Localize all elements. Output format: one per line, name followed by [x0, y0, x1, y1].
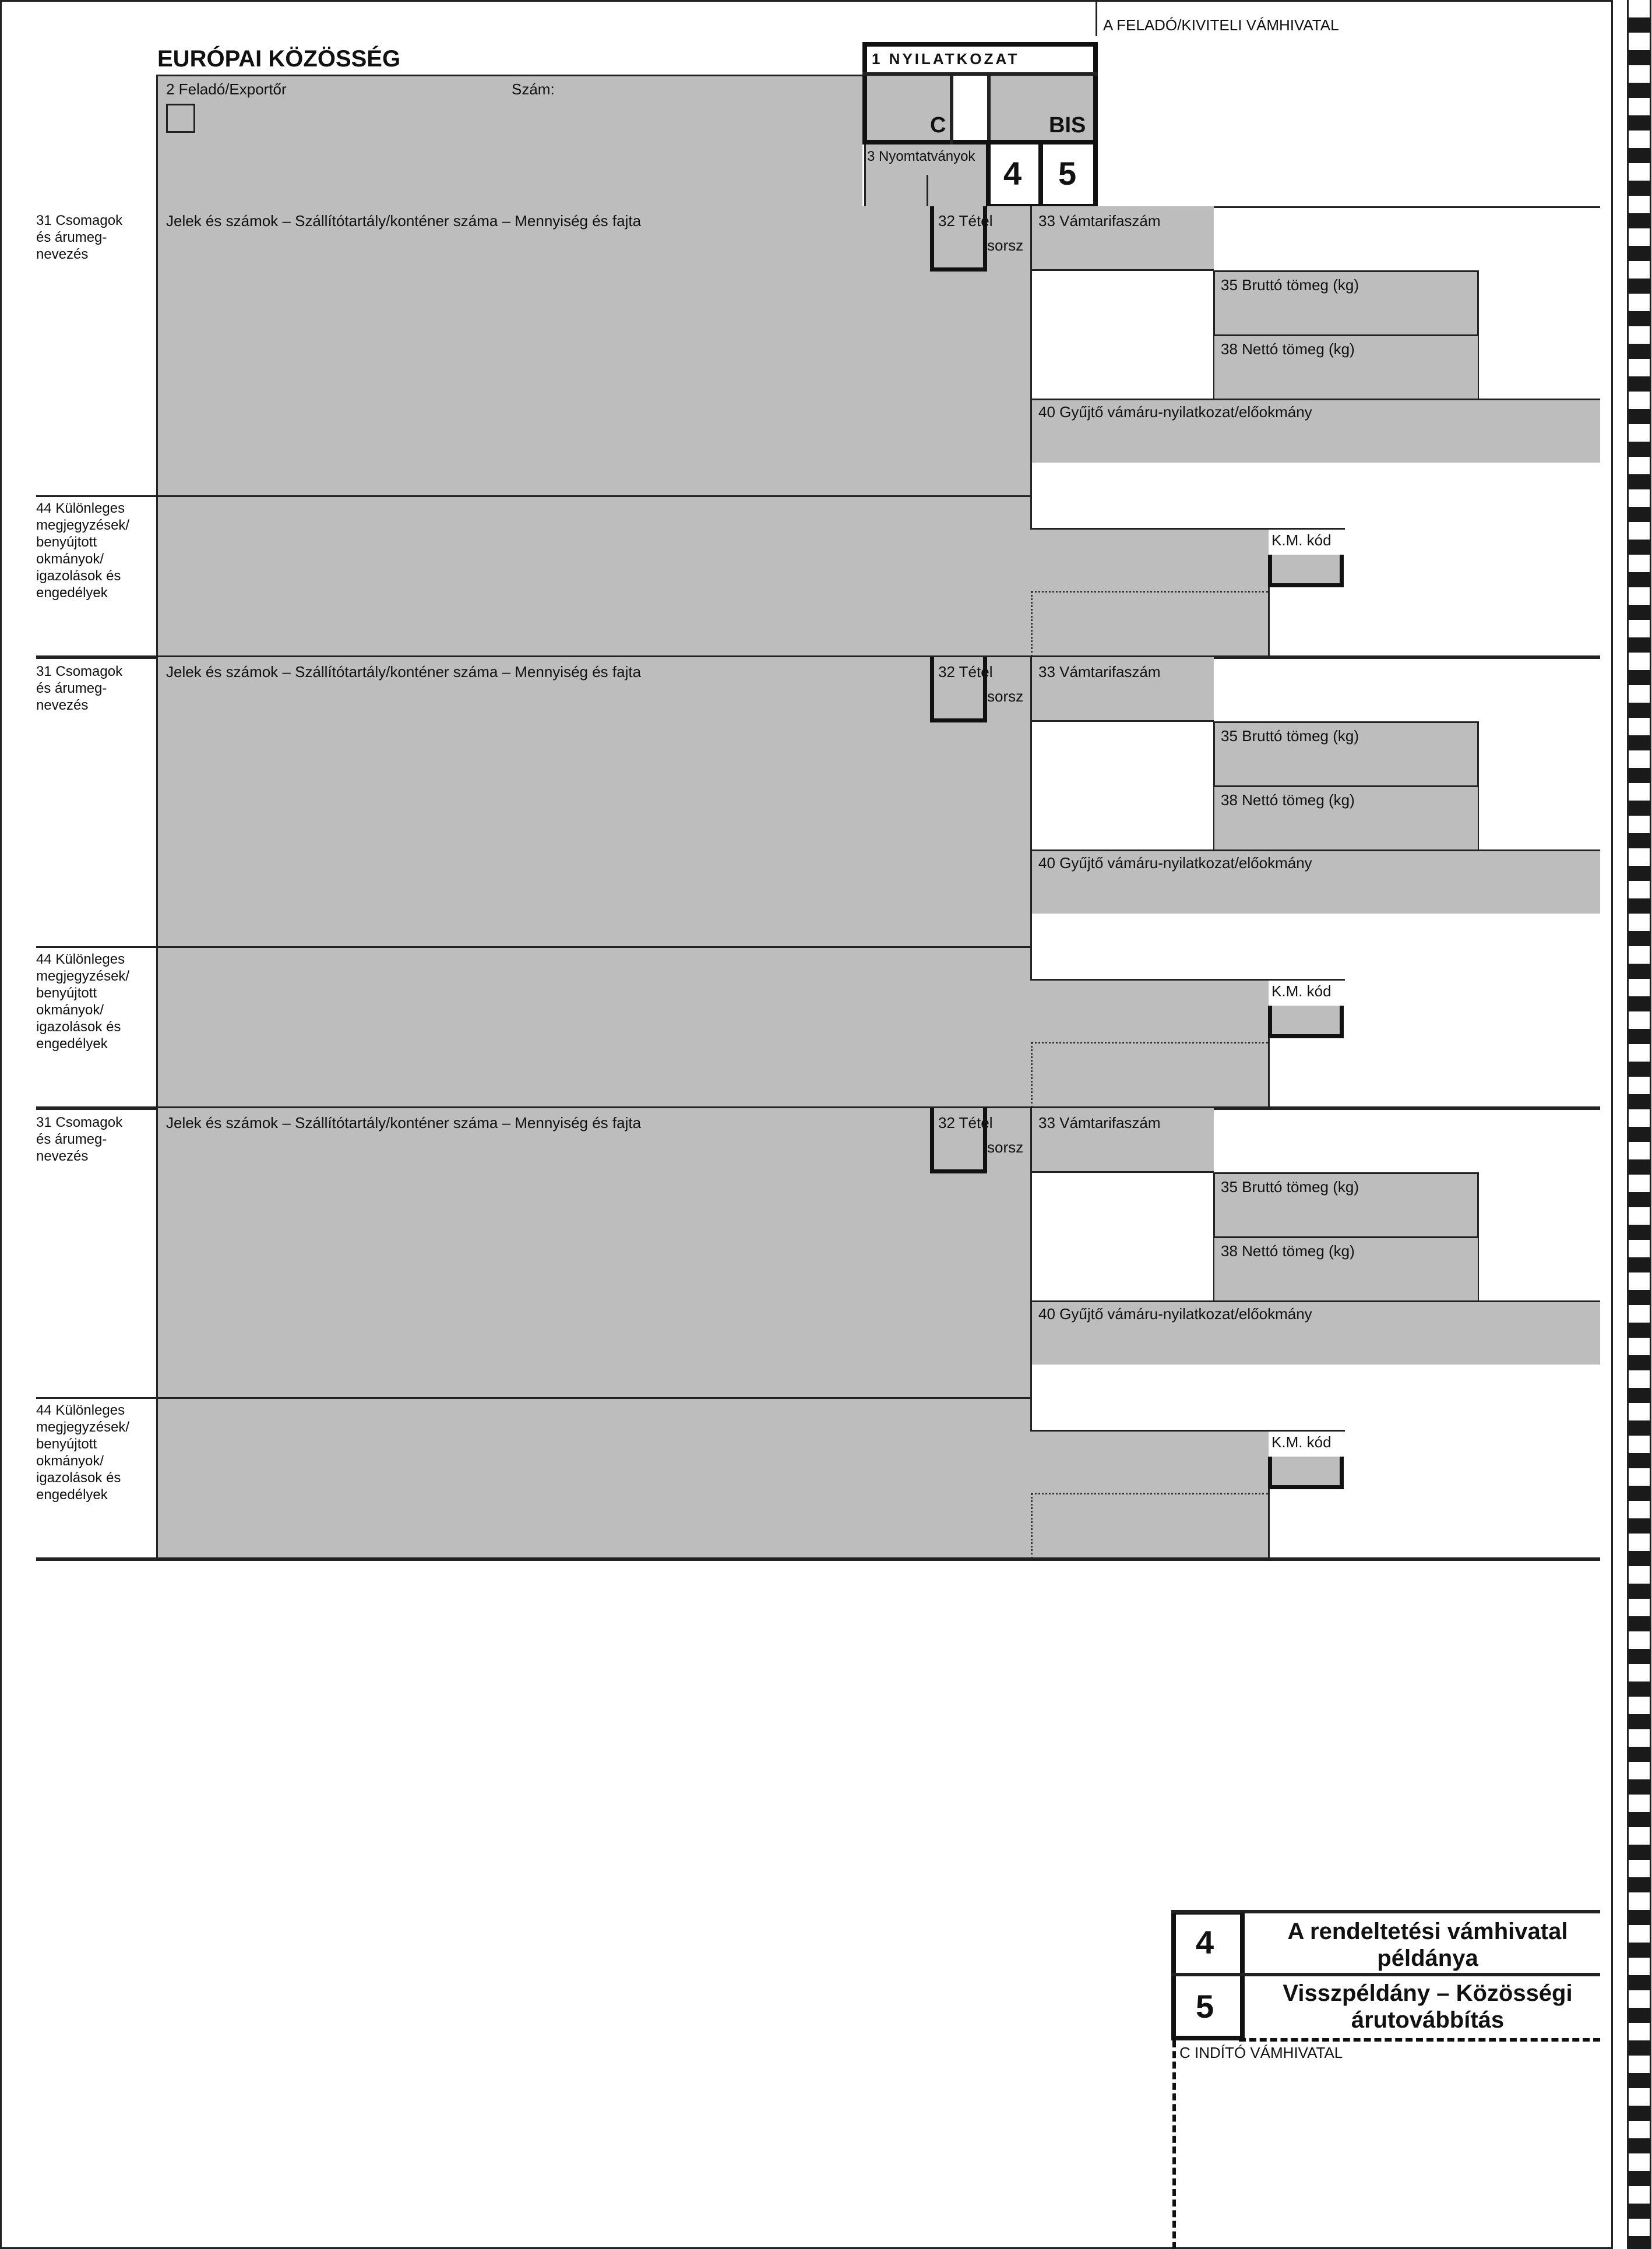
box-1-bis: BIS	[1049, 113, 1086, 138]
box-2-label: 2 Feladó/Exportőr	[166, 80, 287, 98]
box-35-label: 35 Bruttó tömeg (kg)	[1221, 276, 1359, 294]
box-31-label: 31 Csomagok és árumeg- nevezés	[36, 213, 123, 262]
box-33-label: 33 Vámtarifaszám	[1038, 212, 1161, 230]
box-31-sublabel: Jelek és számok – Szállítótartály/konténer száma – Mennyiség és fajta	[166, 212, 642, 230]
box-31-sublabel: Jelek és számok – Szállítótartály/konténer száma – Mennyiség és fajta	[166, 663, 642, 681]
km-code-label: K.M. kód	[1271, 531, 1332, 549]
box-40-label: 40 Gyűjtő vámáru-nyilatkozat/előokmány	[1038, 854, 1312, 872]
page-title: EURÓPAI KÖZÖSSÉG	[157, 46, 401, 72]
copy-4-number: 4	[1003, 155, 1022, 192]
box-38-label: 38 Nettó tömeg (kg)	[1221, 1242, 1355, 1260]
box-38-label: 38 Nettó tömeg (kg)	[1221, 791, 1355, 809]
km-code-field[interactable]	[1268, 1457, 1344, 1489]
box-c-dashed-top	[1239, 2038, 1600, 2042]
copy-4-legend-number: 4	[1196, 1924, 1214, 1961]
box-2-number-label: Szám:	[512, 80, 555, 98]
copy-5-legend-title: Visszpéldány – Közösségi árutovábbítás	[1283, 1980, 1573, 2033]
box-32-sublabel: sorsz	[987, 688, 1024, 705]
box-44-remarks-field[interactable]	[158, 948, 1032, 1108]
km-code-field[interactable]	[1268, 555, 1344, 587]
box-31-goods-field[interactable]	[156, 657, 1031, 946]
box-33-label: 33 Vámtarifaszám	[1038, 1114, 1161, 1131]
box-a-divider	[1096, 0, 1097, 36]
box-32-label: 32 Tétel	[938, 212, 993, 230]
box-1-c: C	[930, 113, 946, 138]
box-44-label: 44 Különleges megjegyzések/ benyújtott okmányok/ igazolások és engedélyek	[36, 1402, 130, 1503]
box-35-label: 35 Bruttó tömeg (kg)	[1221, 1178, 1359, 1196]
box-44-label: 44 Különleges megjegyzések/ benyújtott okmányok/ igazolások és engedélyek	[36, 951, 130, 1052]
box-c-dashed-left	[1172, 2040, 1176, 2249]
item-block-3	[0, 1108, 1608, 1559]
km-code-field[interactable]	[1268, 1006, 1344, 1038]
copy-legend	[1171, 1910, 1600, 2040]
box-a-label: A FELADÓ/KIVITELI VÁMHIVATAL	[1103, 16, 1339, 34]
box-35-label: 35 Bruttó tömeg (kg)	[1221, 727, 1359, 745]
copy-5-number: 5	[1058, 155, 1077, 192]
item-block-2	[0, 657, 1608, 1108]
box-44-label: 44 Különleges megjegyzések/ benyújtott okmányok/ igazolások és engedélyek	[36, 500, 130, 601]
box-31-sublabel: Jelek és számok – Szállítótartály/konténer száma – Mennyiség és fajta	[166, 1114, 642, 1131]
box-32-sublabel: sorsz	[987, 1138, 1024, 1156]
km-code-label: K.M. kód	[1271, 982, 1332, 1000]
box-32-label: 32 Tétel	[938, 1114, 993, 1131]
box-33-label: 33 Vámtarifaszám	[1038, 663, 1161, 681]
box-40-label: 40 Gyűjtő vámáru-nyilatkozat/előokmány	[1038, 403, 1312, 421]
box-31-goods-field[interactable]	[156, 1108, 1031, 1397]
block-separator-3	[36, 1557, 1600, 1561]
box-44-remarks-field[interactable]	[158, 497, 1032, 657]
box-2-checkbox[interactable]	[166, 104, 195, 133]
item-block-1	[0, 206, 1608, 657]
box-31-label: 31 Csomagok és árumeg- nevezés	[36, 1115, 123, 1164]
box-38-label: 38 Nettó tömeg (kg)	[1221, 340, 1355, 358]
box-32-sublabel: sorsz	[987, 237, 1024, 254]
box-31-label: 31 Csomagok és árumeg- nevezés	[36, 664, 123, 713]
box-32-label: 32 Tétel	[938, 663, 993, 681]
box-1-label: 1 NYILATKOZAT	[872, 50, 1020, 68]
box-c-label: C INDÍTÓ VÁMHIVATAL	[1179, 2044, 1343, 2061]
perforation-holes	[1627, 0, 1651, 2249]
box-44-remarks-field[interactable]	[158, 1399, 1032, 1559]
box-40-label: 40 Gyűjtő vámáru-nyilatkozat/előokmány	[1038, 1305, 1312, 1323]
km-code-label: K.M. kód	[1271, 1433, 1332, 1451]
copy-5-legend-number: 5	[1196, 1988, 1214, 2025]
copy-4-legend-title: A rendeltetési vámhivatal példánya	[1287, 1919, 1568, 1971]
box-3-label: 3 Nyomtatványok	[867, 149, 975, 164]
box-31-goods-field[interactable]	[156, 206, 1031, 495]
